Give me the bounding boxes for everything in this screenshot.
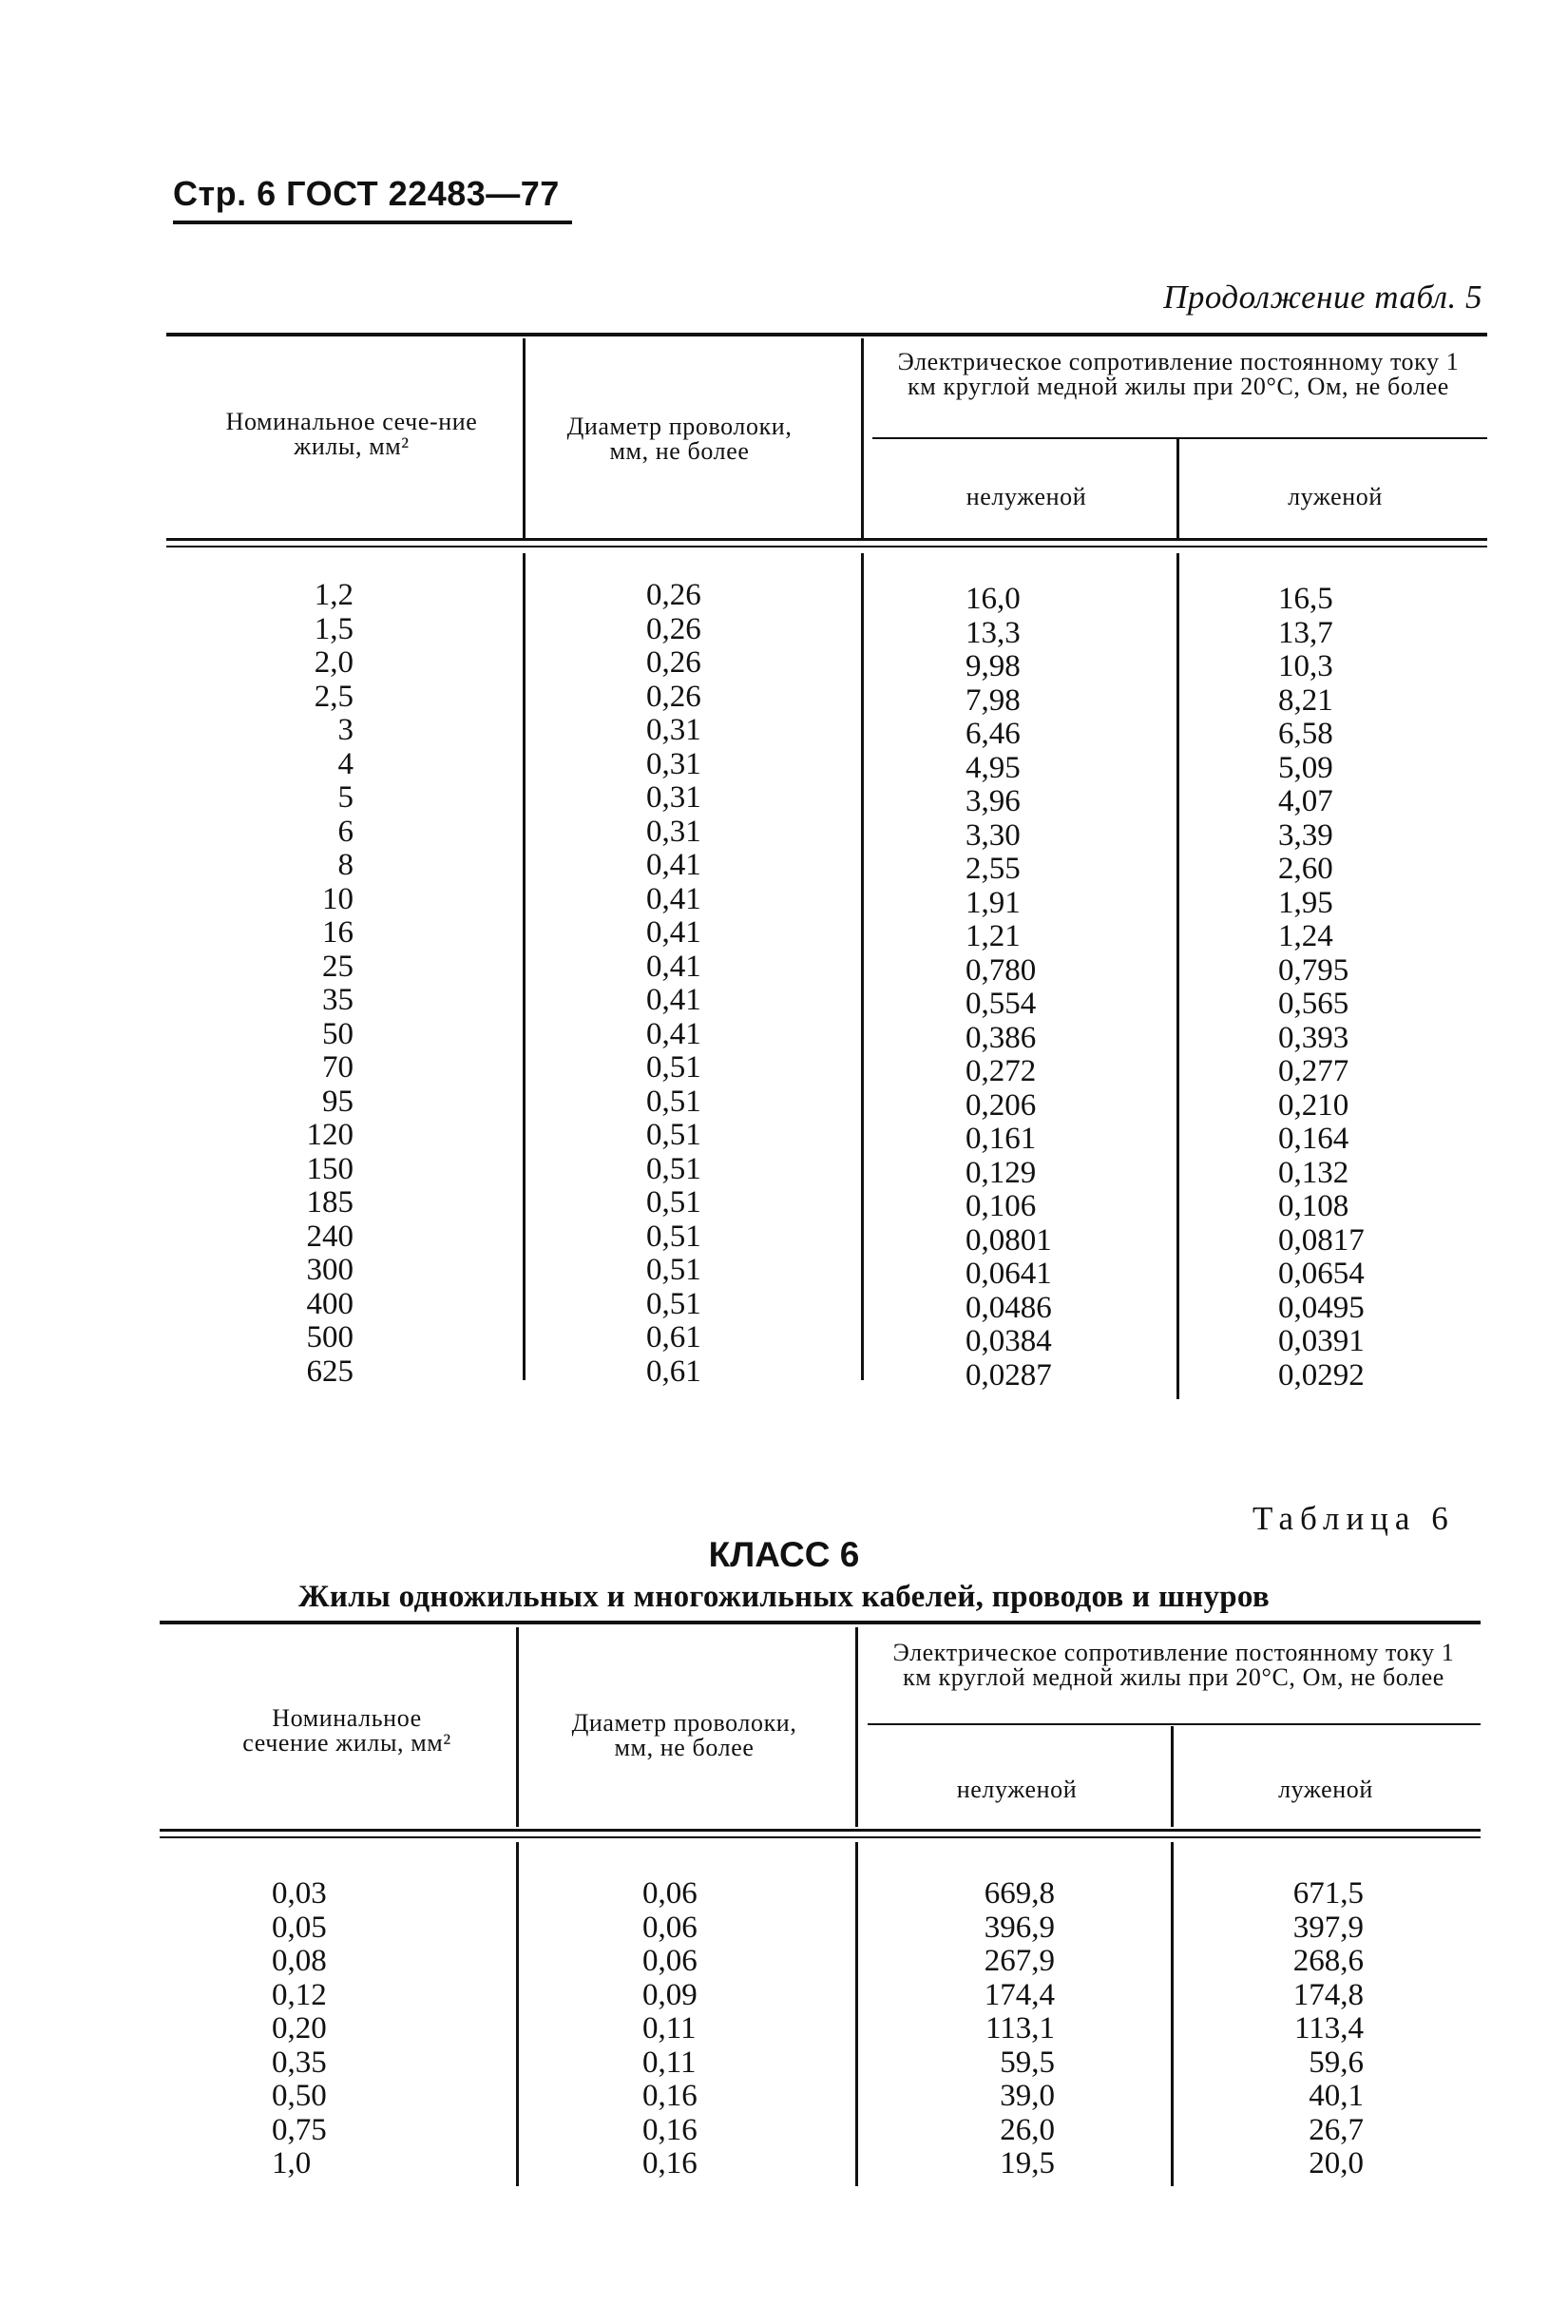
table-cell: 25 xyxy=(322,949,354,984)
table-cell: 1,0 xyxy=(272,2146,312,2180)
table6-vline-1 xyxy=(516,1627,519,1827)
table5-col1-header: Номинальное сече-ние жилы, мм² xyxy=(225,408,478,460)
table-cell: 0,31 xyxy=(646,814,701,849)
table-cell: 0,20 xyxy=(272,2011,327,2046)
table-cell: 3,39 xyxy=(1278,817,1333,853)
table-cell: 10 xyxy=(322,881,354,916)
table-cell: 0,31 xyxy=(646,780,701,815)
table-cell: 0,35 xyxy=(272,2045,327,2080)
table-cell: 2,0 xyxy=(314,645,354,680)
table6-vline-3b xyxy=(1171,1842,1174,2186)
table-cell: 0,386 xyxy=(966,1020,1037,1055)
table-cell: 0,210 xyxy=(1278,1087,1349,1123)
table-cell: 0,09 xyxy=(642,1977,698,2012)
table-cell: 0,41 xyxy=(646,983,701,1017)
table-cell: 0,05 xyxy=(272,1910,327,1945)
table-cell: 2,5 xyxy=(314,679,354,714)
table-cell: 0,108 xyxy=(1278,1189,1349,1223)
table-cell: 0,41 xyxy=(646,881,701,916)
table5-top-rule xyxy=(166,333,1487,336)
table5-sub-untinned: нелуженой xyxy=(966,483,1087,510)
table-cell: 0,31 xyxy=(646,713,701,747)
table-cell: 0,393 xyxy=(1278,1020,1349,1055)
table-cell: 1,5 xyxy=(314,611,354,646)
table5-vline-3b xyxy=(1176,553,1179,1399)
table6-sub-tinned: луженой xyxy=(1278,1776,1373,1803)
table6-group-rule xyxy=(868,1723,1481,1725)
table6-header-rule-2 xyxy=(160,1836,1481,1838)
table6-vline-2b xyxy=(855,1842,858,2186)
table5-header-rule-2 xyxy=(166,546,1487,547)
table5-group-rule xyxy=(872,437,1487,439)
table-cell: 0,08 xyxy=(272,1944,327,1978)
table-cell: 0,75 xyxy=(272,2112,327,2147)
table-cell: 0,41 xyxy=(646,848,701,882)
table5-vline-1 xyxy=(523,338,526,538)
table-cell: 0,51 xyxy=(646,1118,701,1152)
table5-col2-header: Диаметр проволоки, мм, не более xyxy=(566,413,793,465)
table-cell: 0,41 xyxy=(646,949,701,984)
table-cell: 0,61 xyxy=(646,1320,701,1354)
table6-vline-3 xyxy=(1171,1726,1174,1827)
table6-header-rule-1 xyxy=(160,1829,1481,1832)
table-cell: 669,8 xyxy=(984,1876,1055,1911)
table-cell: 671,5 xyxy=(1292,1876,1364,1911)
table-cell: 6,46 xyxy=(966,717,1021,751)
table-cell: 2,55 xyxy=(966,852,1021,886)
table-cell: 4,95 xyxy=(966,750,1021,785)
table-cell: 0,16 xyxy=(642,2146,698,2180)
table-cell: 0,132 xyxy=(1278,1155,1349,1190)
table-cell: 35 xyxy=(322,983,354,1017)
table-cell: 4 xyxy=(337,746,354,781)
table5-group-header: Электрическое сопротивление постоянному току 1 км круглой медной жилы при 20°С, Ом, не более xyxy=(897,348,1460,400)
table-cell: 13,3 xyxy=(966,615,1021,650)
table-cell: 0,129 xyxy=(966,1155,1037,1190)
table-cell: 19,5 xyxy=(1000,2146,1055,2180)
table-cell: 3,96 xyxy=(966,784,1021,818)
table-cell: 10,3 xyxy=(1278,649,1333,683)
table6-col-untinned xyxy=(950,1877,1055,2181)
table-cell: 20,0 xyxy=(1309,2146,1364,2180)
table-cell: 26,0 xyxy=(1000,2112,1055,2147)
table-cell: 397,9 xyxy=(1292,1910,1364,1945)
table-cell: 0,780 xyxy=(966,952,1037,988)
table-cell: 0,51 xyxy=(646,1050,701,1085)
table-cell: 0,0654 xyxy=(1278,1257,1365,1291)
table6-label: Таблица 6 xyxy=(1252,1500,1455,1537)
table-cell: 6,58 xyxy=(1278,717,1333,751)
table-cell: 3,30 xyxy=(966,817,1021,853)
table-cell: 0,41 xyxy=(646,1016,701,1051)
table-cell: 396,9 xyxy=(984,1910,1055,1945)
table-cell: 0,0384 xyxy=(966,1324,1052,1358)
table-cell: 1,95 xyxy=(1278,885,1333,920)
table-cell: 0,16 xyxy=(642,2079,698,2113)
table-cell: 0,51 xyxy=(646,1084,701,1119)
table-cell: 0,41 xyxy=(646,915,701,950)
table-cell: 4,07 xyxy=(1278,784,1333,818)
table6-top-rule xyxy=(160,1621,1481,1624)
table-cell: 185 xyxy=(306,1185,354,1220)
page-header: Стр. 6 ГОСТ 22483—77 xyxy=(173,174,560,213)
table5-col-diameter xyxy=(646,579,789,1389)
table-cell: 6 xyxy=(337,814,354,849)
table-cell: 0,565 xyxy=(1278,987,1349,1021)
table-cell: 240 xyxy=(306,1219,354,1254)
table-cell: 0,51 xyxy=(646,1185,701,1220)
table-cell: 70 xyxy=(322,1050,354,1085)
table-cell: 13,7 xyxy=(1278,615,1333,650)
table-cell: 174,8 xyxy=(1292,1977,1364,2012)
table6-class-title: КЛАСС 6 xyxy=(708,1535,860,1574)
table-cell: 16,0 xyxy=(966,582,1021,616)
table5-vline-2 xyxy=(861,338,864,538)
table-cell: 0,51 xyxy=(646,1286,701,1321)
table-cell: 0,31 xyxy=(646,746,701,781)
table-cell: 0,51 xyxy=(646,1151,701,1186)
table6-group-header: Электрическое сопротивление постоянному току 1 км круглой медной жилы при 20°С, Ом, не более xyxy=(892,1639,1455,1691)
table-cell: 16,5 xyxy=(1278,582,1333,616)
table-cell: 1,91 xyxy=(966,885,1021,920)
table6-vline-1b xyxy=(516,1842,519,2186)
table-cell: 113,4 xyxy=(1293,2011,1364,2046)
table-cell: 0,164 xyxy=(1278,1122,1349,1156)
table-cell: 59,5 xyxy=(1000,2045,1055,2080)
table-cell: 120 xyxy=(306,1118,354,1152)
header-underline xyxy=(173,221,572,224)
table6-subtitle: Жилы одножильных и многожильных кабелей, проводов и шнуров xyxy=(298,1580,1270,1614)
table-cell: 0,0817 xyxy=(1278,1222,1365,1258)
table-cell: 0,26 xyxy=(646,611,701,646)
table-cell: 0,161 xyxy=(966,1122,1037,1156)
table5-vline-2b xyxy=(861,553,864,1380)
table-cell: 95 xyxy=(322,1084,354,1119)
table6-col1-header: Номинальное сечение жилы, мм² xyxy=(242,1704,451,1757)
table-cell: 0,06 xyxy=(642,1944,698,1978)
table-cell: 0,0486 xyxy=(966,1290,1052,1325)
table5-vline-3 xyxy=(1176,439,1179,538)
table-cell: 16 xyxy=(322,915,354,950)
table-cell: 0,106 xyxy=(966,1189,1037,1223)
table-cell: 26,7 xyxy=(1309,2112,1364,2147)
table-cell: 50 xyxy=(322,1016,354,1051)
table-cell: 625 xyxy=(306,1354,354,1389)
table-cell: 400 xyxy=(306,1286,354,1321)
table-cell: 0,272 xyxy=(966,1054,1037,1088)
table-cell: 1,21 xyxy=(966,919,1021,953)
table6-vline-2 xyxy=(855,1627,858,1827)
table-cell: 40,1 xyxy=(1309,2079,1364,2113)
table-cell: 300 xyxy=(306,1253,354,1287)
table-cell: 0,16 xyxy=(642,2112,698,2147)
table-cell: 0,03 xyxy=(272,1876,327,1911)
table6-col-section xyxy=(272,1877,414,2181)
table-cell: 5,09 xyxy=(1278,750,1333,785)
table-cell: 0,0801 xyxy=(966,1222,1052,1258)
table-cell: 0,0641 xyxy=(966,1257,1052,1291)
table-cell: 7,98 xyxy=(966,682,1021,718)
table-cell: 0,61 xyxy=(646,1354,701,1389)
table-cell: 39,0 xyxy=(1000,2079,1055,2113)
table6-col-diameter xyxy=(642,1877,785,2181)
table-cell: 2,60 xyxy=(1278,852,1333,886)
table-cell: 0,12 xyxy=(272,1977,327,2012)
table-cell: 0,11 xyxy=(642,2011,697,2046)
table5-col-section xyxy=(238,579,354,1389)
continuation-label: Продолжение табл. 5 xyxy=(1163,278,1482,316)
table-cell: 113,1 xyxy=(985,2011,1055,2046)
table-cell: 174,4 xyxy=(984,1977,1055,2012)
table-cell: 268,6 xyxy=(1292,1944,1364,1978)
table-cell: 0,51 xyxy=(646,1219,701,1254)
table-cell: 500 xyxy=(306,1320,354,1354)
table-cell: 8,21 xyxy=(1278,682,1333,718)
table-cell: 0,06 xyxy=(642,1876,698,1911)
table-cell: 0,0292 xyxy=(1278,1357,1365,1392)
table-cell: 3 xyxy=(337,713,354,747)
table5-sub-tinned: луженой xyxy=(1288,483,1383,510)
table-cell: 0,26 xyxy=(646,578,701,612)
table-cell: 0,795 xyxy=(1278,952,1349,988)
table-cell: 0,277 xyxy=(1278,1054,1349,1088)
table-cell: 0,0287 xyxy=(966,1357,1052,1392)
table-cell: 0,11 xyxy=(642,2045,697,2080)
table-cell: 0,26 xyxy=(646,645,701,680)
table-cell: 0,51 xyxy=(646,1253,701,1287)
table-cell: 0,0495 xyxy=(1278,1290,1365,1325)
table-cell: 1,2 xyxy=(314,578,354,612)
table5-col-untinned xyxy=(966,583,1137,1392)
table6-sub-untinned: нелуженой xyxy=(956,1776,1078,1803)
table-cell: 150 xyxy=(306,1151,354,1186)
table6-col-tinned xyxy=(1259,1877,1364,2181)
table-cell: 0,06 xyxy=(642,1910,698,1945)
table-cell: 8 xyxy=(337,848,354,882)
table-cell: 5 xyxy=(337,780,354,815)
table-cell: 267,9 xyxy=(984,1944,1055,1978)
table-cell: 1,24 xyxy=(1278,919,1333,953)
table-cell: 0,554 xyxy=(966,987,1037,1021)
table6-col2-header: Диаметр проволоки, мм, не более xyxy=(571,1709,797,1761)
table-cell: 0,26 xyxy=(646,679,701,714)
table-cell: 9,98 xyxy=(966,649,1021,683)
table5-header-rule-1 xyxy=(166,538,1487,541)
table5-col-tinned xyxy=(1278,583,1449,1392)
table-cell: 59,6 xyxy=(1309,2045,1364,2080)
table-cell: 0,50 xyxy=(272,2079,327,2113)
table-cell: 0,206 xyxy=(966,1087,1037,1123)
table-cell: 0,0391 xyxy=(1278,1324,1365,1358)
table5-vline-1b xyxy=(523,553,526,1380)
